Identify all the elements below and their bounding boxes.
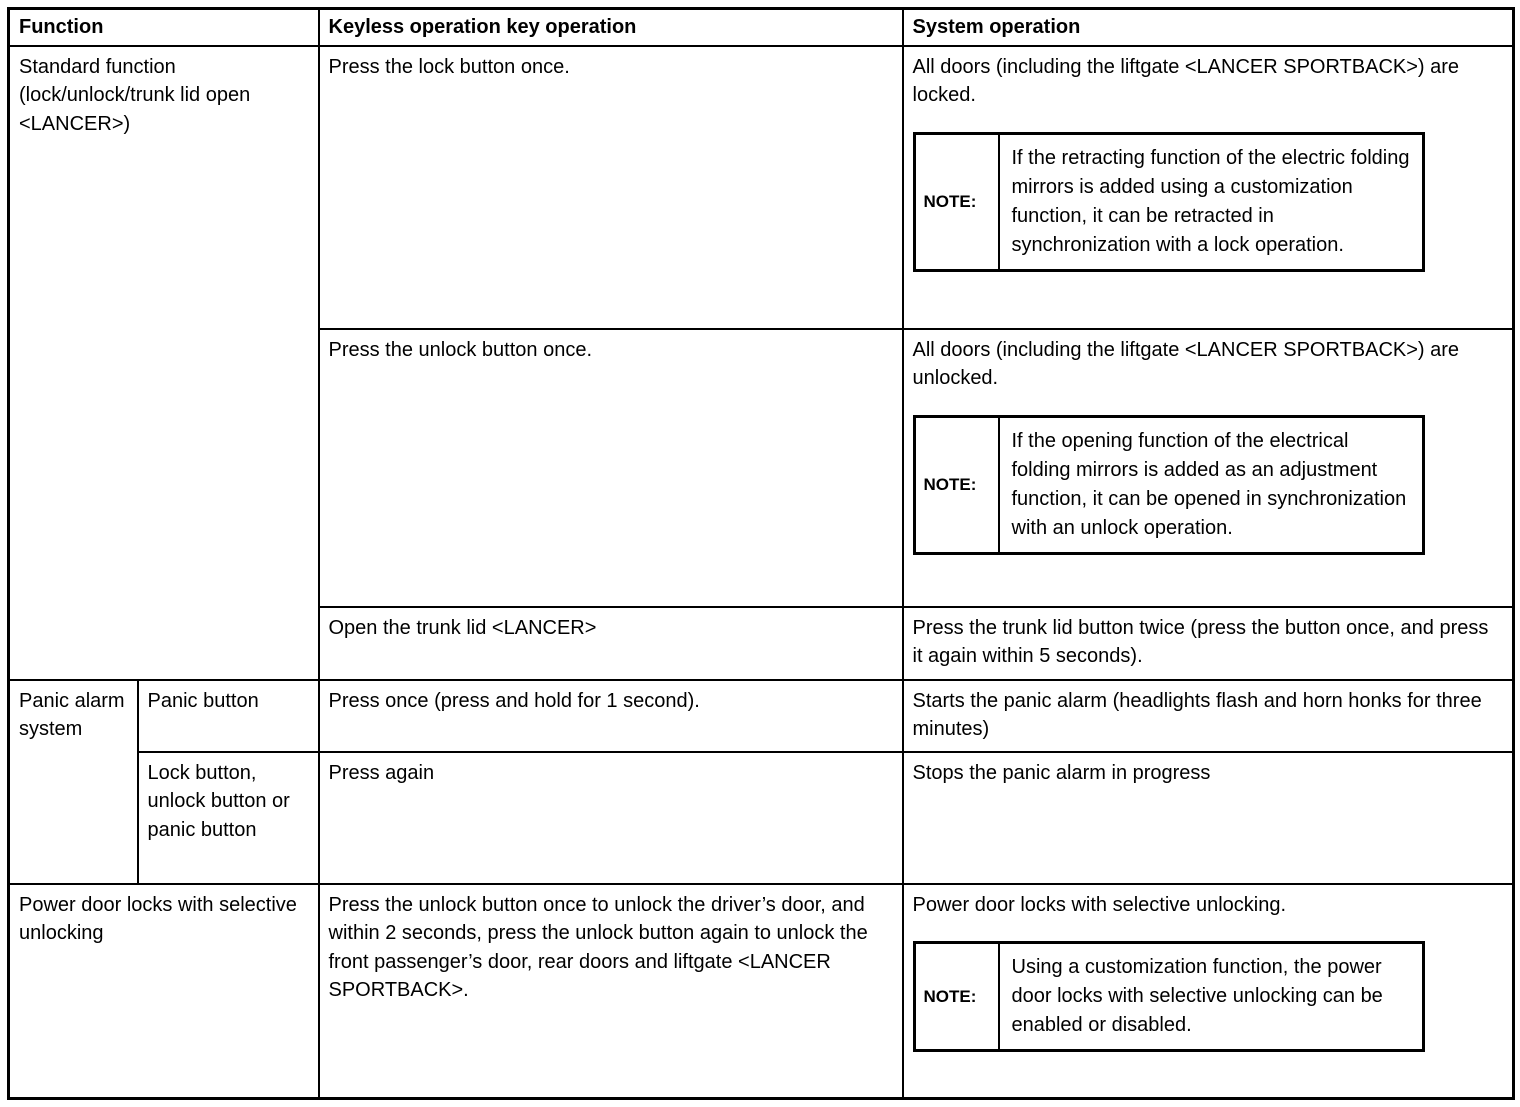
header-function: Function: [9, 9, 319, 46]
note-box: [913, 941, 1425, 1052]
note-text: Using a customization function, the power door locks with selective unlocking can be enabled or disabled.: [1011, 956, 1383, 1037]
header-system-operation: System operation: [903, 9, 1514, 46]
note-label: NOTE:: [916, 135, 1000, 269]
note-label: NOTE:: [916, 944, 1000, 1049]
cell-trunk-system-operation: Press the trunk lid button twice (press the button once, and press it again within 5 seconds).: [903, 607, 1514, 680]
cell-selective-function: Power door locks with selective unlocking: [9, 884, 319, 1099]
row-standard-lock: [9, 46, 1514, 329]
note-text: If the retracting function of the electric folding mirrors is added using a customization function, it can be retracted in synchronization with a lock operation.: [1011, 146, 1410, 256]
row-panic-stop: [9, 752, 1514, 884]
keyless-operation-table: [7, 7, 1515, 1100]
cell-panic-start-system-operation: Starts the panic alarm (headlights flash and horn honks for three minutes): [903, 680, 1514, 752]
note-label: NOTE:: [916, 418, 1000, 552]
cell-lock-system-operation: [903, 46, 1514, 329]
cell-trunk-key-operation: Open the trunk lid <LANCER>: [319, 607, 903, 680]
cell-panic-stop-key-operation: Press again: [319, 752, 903, 884]
selective-system-text: Power door locks with selective unlocking.: [912, 893, 1287, 916]
cell-selective-key-operation: Press the unlock button once to unlock the driver’s door, and within 2 seconds, press the unlock button again to unlock the front passenger’s door, rear doors and liftgate <LANCER SPORTBACK>.: [319, 884, 903, 1099]
cell-unlock-key-operation: Press the unlock button once.: [319, 329, 903, 607]
note-box: [913, 415, 1425, 555]
cell-panic-start-key-operation: Press once (press and hold for 1 second).: [319, 680, 903, 752]
cell-panic-stop-system-operation: Stops the panic alarm in progress: [903, 752, 1514, 884]
unlock-system-text: All doors (including the liftgate <LANCER SPORTBACK>) are unlocked.: [912, 338, 1460, 390]
lock-system-text: All doors (including the liftgate <LANCER SPORTBACK>) are locked.: [912, 55, 1460, 107]
cell-panic-stop-trigger: Lock button, unlock button or panic button: [138, 752, 319, 884]
cell-unlock-system-operation: [903, 329, 1514, 607]
cell-lock-key-operation: Press the lock button once.: [319, 46, 903, 329]
cell-panic-start-trigger: Panic button: [138, 680, 319, 752]
cell-panic-function: Panic alarm system: [9, 680, 138, 884]
note-text: If the opening function of the electrical folding mirrors is added as an adjustment function, it can be opened in synchronization with an unlock operation.: [1011, 429, 1407, 539]
row-selective-unlocking: [9, 884, 1514, 1099]
note-box: [913, 132, 1425, 272]
cell-standard-function: Standard function (lock/unlock/trunk lid open <LANCER>): [9, 46, 319, 680]
row-panic-start: [9, 680, 1514, 752]
cell-selective-system-operation: [903, 884, 1514, 1099]
header-key-operation: Keyless operation key operation: [319, 9, 903, 46]
header-row: [9, 9, 1514, 46]
